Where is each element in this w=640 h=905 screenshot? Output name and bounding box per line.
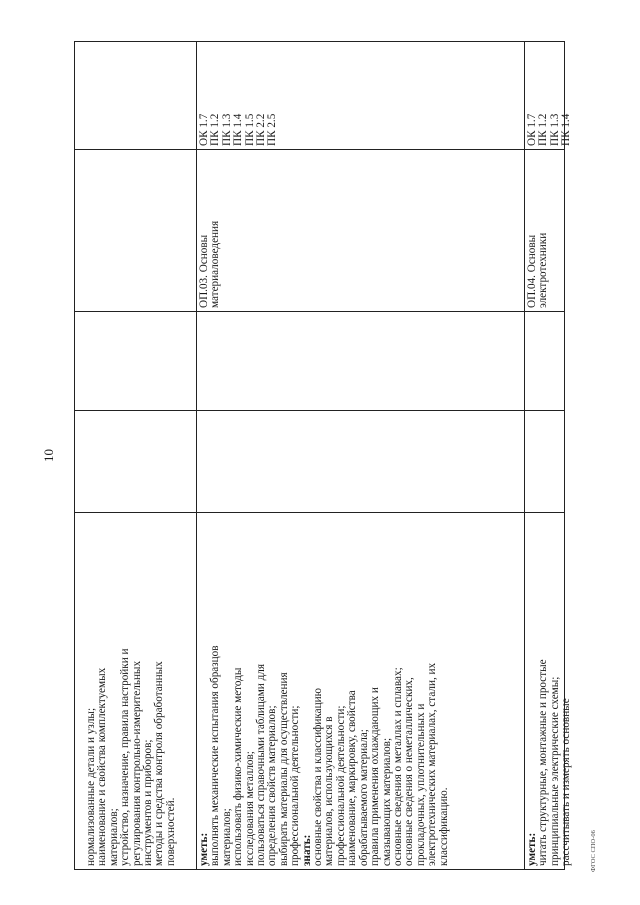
knowledge-line: электротехнических материалах, стали, их [426,662,439,866]
skill-line: использовать физико-химические методы [232,667,245,866]
skill-line: профессиональной деятельности; [289,705,302,866]
discipline-cell-electro [527,233,550,308]
knowledge-line: методы и средства контроля обработанных [153,661,166,866]
knowledge-line: поверхностей. [164,797,177,866]
discipline-code-line: ОП.03. Основы [198,234,210,308]
competency-code: ПК 1.5 [243,113,256,146]
skill-line: исследования металлов; [243,751,256,866]
skills-cell-electro [527,659,573,866]
competency-code: ПК 2.2 [255,113,268,146]
knowledge-line: основные сведения о металлах и сплавах; [391,667,404,866]
knowledge-cell-continued [86,649,177,867]
skill-line: читать структурные, монтажные и простые [537,659,550,866]
col-divider-4 [74,512,565,513]
knowledge-line: материалов, использующихся в [323,716,336,866]
competency-code: ОК 1.7 [526,113,538,146]
page-number: 10 [41,449,56,462]
competency-code: ПК 1.3 [220,113,233,146]
skills-heading: уметь: [526,832,538,866]
competencies-cell-materials [199,114,279,146]
skill-line: выбирать материалы для осуществления [277,672,290,866]
skill-line: материалов; [220,808,233,866]
discipline-code-line: ОП.04. Основы [526,234,538,308]
table-border-top [74,41,565,42]
skills-knowledge-cell-materials [199,645,450,866]
skill-line: рассчитывать и измерять основные [560,698,573,866]
discipline-cell-materials [199,221,222,308]
competency-code: ПК 1.3 [548,113,561,146]
knowledge-line: основные свойства и классификацию [312,688,325,866]
table-border-left [74,41,75,870]
footer-code: ФГОС СПО-06 [590,830,597,872]
competency-code: ОК 1.7 [198,113,210,146]
row-divider-1 [196,41,197,870]
knowledge-line: классификацию. [437,787,450,866]
skill-line: пользоваться справочными таблицами для [255,663,268,866]
row-divider-2 [524,41,525,870]
competency-code: ПК 2.5 [266,113,279,146]
col-divider-1 [74,149,565,150]
knowledge-line: прокладочных, уплотнительных и [414,703,427,866]
knowledge-line: наименование, маркировку, свойства [346,690,359,866]
knowledge-line: инструментов и приборов; [142,739,155,866]
knowledge-line: смазывающих материалов; [380,737,393,866]
skill-line: принципиальные электрические схемы; [548,676,561,866]
knowledge-line: устройство, назначение, правила настройки и [119,648,132,866]
knowledge-line: правила применения охлаждающих и [369,687,382,866]
col-divider-3 [74,410,565,411]
knowledge-heading: знать: [300,834,313,866]
knowledge-line: обрабатываемого материала; [357,729,370,866]
knowledge-line: наименование и свойства комплектуемых [96,667,109,866]
knowledge-line: основные сведения о неметаллических, [403,677,416,866]
competency-code: ПК 1.4 [232,113,245,146]
competency-code: ПК 1.4 [560,113,573,146]
competencies-cell-electro [527,114,573,146]
knowledge-line: материалов; [107,808,120,866]
knowledge-line: профессиональной деятельности; [334,705,347,866]
skill-line: определения свойств материалов; [266,705,279,866]
discipline-name-line: материаловедения [209,220,222,308]
discipline-name-line: электротехники [537,232,550,308]
skill-line: выполнять механические испытания образцов [209,645,222,866]
table-border-bottom [74,869,565,870]
competency-code: ПК 1.2 [209,113,222,146]
col-divider-2 [74,311,565,312]
knowledge-line: регулирования контрольно-измерительных [130,660,143,866]
competency-code: ПК 1.2 [537,113,550,146]
knowledge-line: нормализованные детали и узлы; [85,707,97,866]
skills-heading: уметь: [198,832,210,866]
